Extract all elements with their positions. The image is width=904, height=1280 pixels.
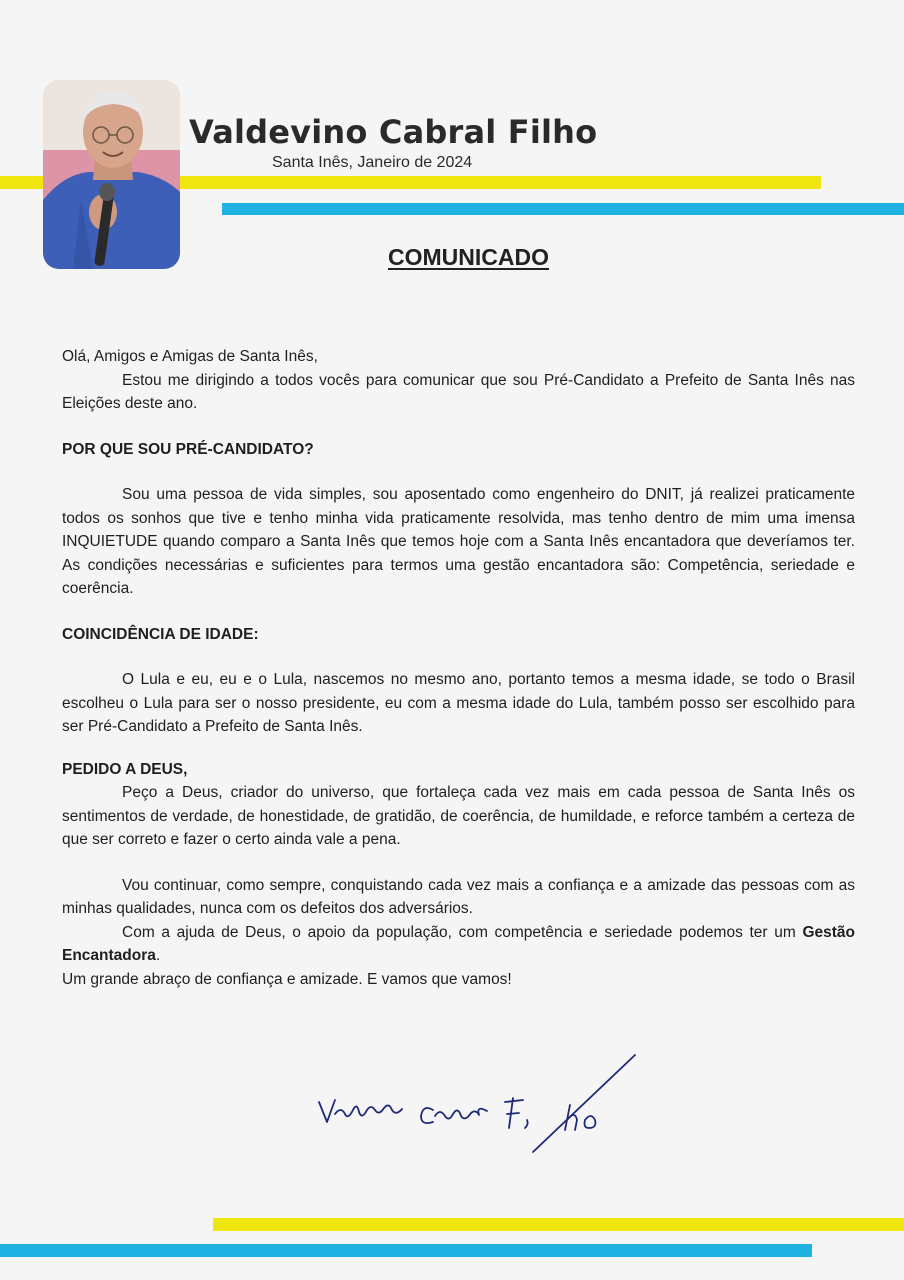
header-blue-stripe — [222, 203, 904, 215]
section-paragraph-age: O Lula e eu, eu e o Lula, nascemos no mesmo ano, portanto temos a mesma idade, se todo o Brasil escolheu o Lula para ser o nosso presidente, eu com a mesma idade do Lula, também posso ser escolhido para ser Pré-Candidato a Prefeito de Santa Inês. — [62, 671, 855, 735]
section-heading-prayer: PEDIDO A DEUS, — [62, 760, 188, 778]
section-paragraph-prayer: Peço a Deus, criador do universo, que fortaleça cada vez mais em cada pessoa de Santa Inês os sentimentos de verdade, de honestidade, de gratidão, de coerência, de humildade, e reforce também a certeza de que ser correto e fazer o certo ainda vale a pena. — [62, 784, 855, 848]
closing-paragraph: Vou continuar, como sempre, conquistando cada vez mais a confiança e a amizade das pessoas com as minhas qualidades, nunca com os defeitos dos adversários. — [62, 876, 855, 917]
footer-yellow-stripe — [213, 1218, 904, 1231]
section-heading-age: COINCIDÊNCIA DE IDADE: — [62, 625, 259, 643]
document-title: COMUNICADO — [388, 244, 549, 270]
section-heading-why: POR QUE SOU PRÉ-CANDIDATO? — [62, 440, 314, 458]
handwritten-signature — [305, 1050, 645, 1165]
place-date: Santa Inês, Janeiro de 2024 — [272, 154, 473, 171]
letter-body — [62, 345, 855, 991]
intro-paragraph: Estou me dirigindo a todos vocês para comunicar que sou Pré-Candidato a Prefeito de Santa Inês nas Eleições deste ano. — [62, 371, 855, 412]
candidate-photo — [43, 80, 180, 269]
greeting: Olá, Amigos e Amigas de Santa Inês, — [62, 348, 318, 365]
closing-line-gestao: Com a ajuda de Deus, o apoio da população, com competência e seriedade podemos ter um Gestão Encantadora. — [62, 923, 855, 964]
gestao-encantadora-emphasis: Gestão Encantadora — [62, 923, 855, 964]
candidate-name: Valdevino Cabral Filho — [189, 113, 598, 151]
farewell-line: Um grande abraço de confiança e amizade. E vamos que vamos! — [62, 970, 512, 988]
section-paragraph-why: Sou uma pessoa de vida simples, sou aposentado como engenheiro do DNIT, já realizei praticamente todos os sonhos que tive e tenho minha vida praticamente resolvida, mas tenho dentro de mim uma imensa INQUIETUDE quando comparo a Santa Inês que temos hoje com a Santa Inês encantadora que deveríamos ter. As condições necessárias e suficientes para termos uma gestão encantadora são: Competência, seriedade e coerência. — [62, 486, 855, 597]
footer-blue-stripe — [0, 1244, 812, 1257]
